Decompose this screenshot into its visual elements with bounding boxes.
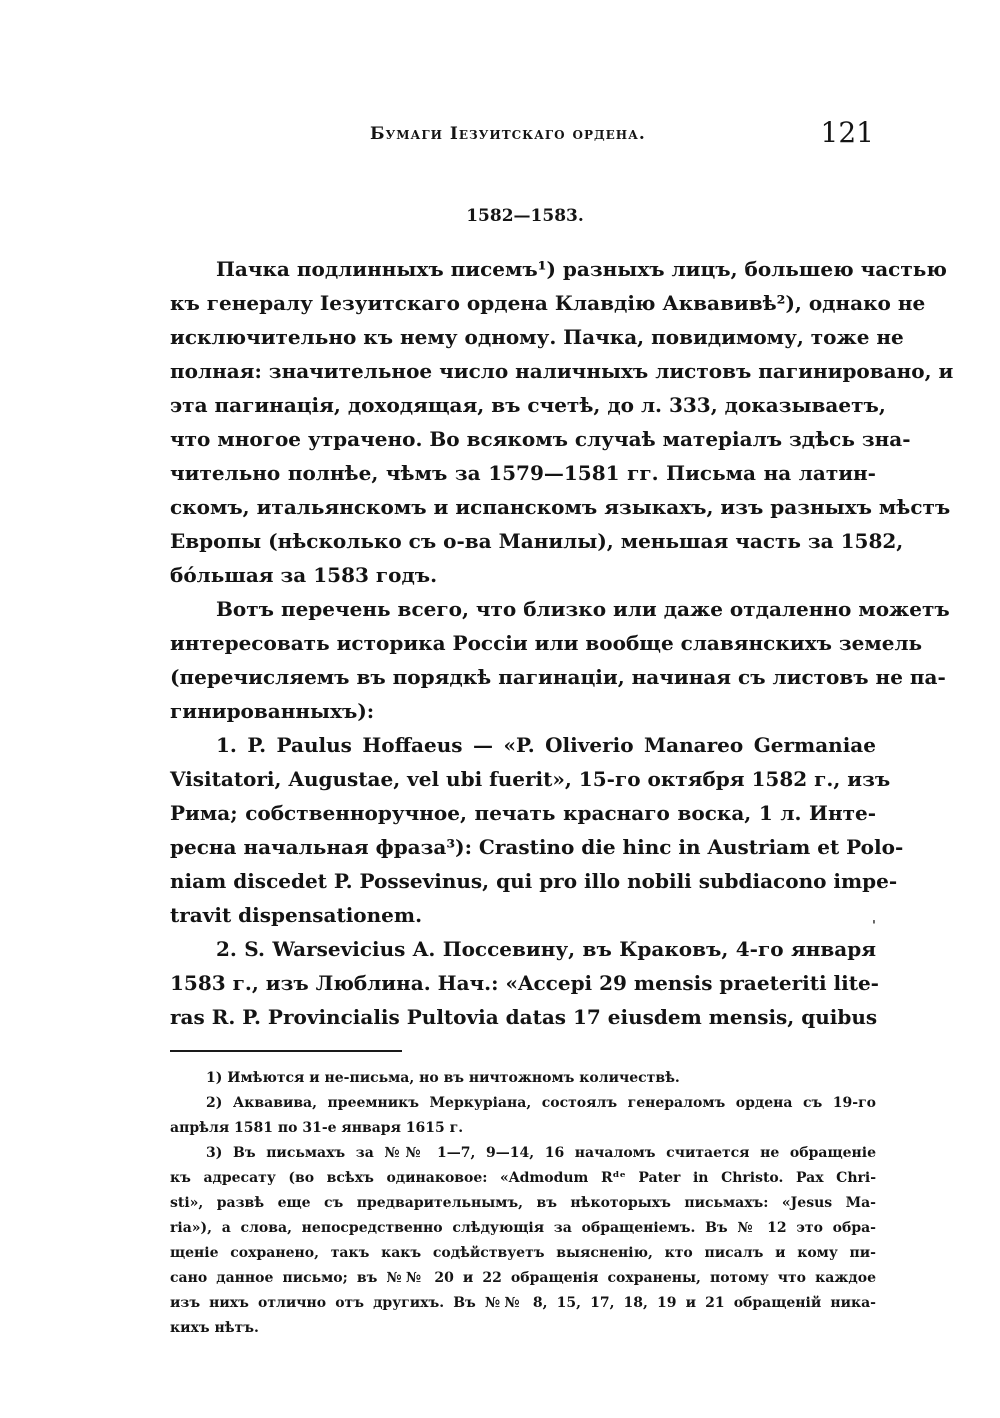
footnote-line: sti», развѣ еще съ предварительнымъ, въ нѣкоторыхъ письмахъ: «Jesus Ma- xyxy=(170,1195,876,1211)
text-line: Пачка подлинныхъ писемъ¹) разныхъ лицъ, большею частью xyxy=(216,257,947,281)
footnote-1 xyxy=(170,1066,876,1091)
paragraph-item-1 xyxy=(170,728,904,932)
text-line: чительно полнѣе, чѣмъ за 1579—1581 гг. Письма на латин- xyxy=(170,461,876,485)
footnote-line: 1) Имѣются и не-письма, но въ ничтожномъ количествѣ. xyxy=(206,1070,680,1086)
text-line: Вотъ перечень всего, что близко или даже отдаленно можетъ xyxy=(216,597,950,621)
footnote-line: щенiе сохранено, такъ какъ содѣйствуетъ выясненiю, кто писалъ и кому пи- xyxy=(170,1245,876,1261)
text-line: ресна начальная фраза³): Crastino die hinc in Austriam et Polo- xyxy=(170,835,904,859)
paragraph-intro xyxy=(170,252,954,592)
text-line: 1. P. Paulus Hoffaeus — «P. Oliverio Manareo Germaniae xyxy=(216,733,876,757)
text-line: ras R. P. Provincialis Pultovia datas 17 eiusdem mensis, quibus xyxy=(170,1005,878,1029)
paragraph-item-2 xyxy=(170,932,879,1034)
footnote-line: сано данное письмо; въ №№ 20 и 22 обращенiя сохранены, потому что каждое xyxy=(170,1270,876,1286)
footnote-line: 3) Въ письмахъ за №№ 1—7, 9—14, 16 началомъ считается не обращенiе xyxy=(206,1145,876,1161)
footnote-line: кихъ нѣтъ. xyxy=(170,1320,259,1336)
page-number: 121 xyxy=(820,116,874,149)
running-title: Бумаги Iезуитскаго ордена. xyxy=(370,124,646,144)
stray-mark: ˌ xyxy=(872,910,876,926)
text-line: niam discedet P. Possevinus, qui pro illo nobili subdiacono impe- xyxy=(170,869,898,893)
text-line: интересовать историка Россiи или вообще славянскихъ земель xyxy=(170,631,923,655)
text-line: къ генералу Iезуитскаго ордена Клавдiю Аквавивѣ²), однако не xyxy=(170,291,926,315)
text-line: бóльшая за 1583 годъ. xyxy=(170,563,438,587)
footnote-line: апрѣля 1581 по 31-е января 1615 г. xyxy=(170,1120,464,1136)
text-line: 1583 г., изъ Люблина. Нач.: «Accepi 29 mensis praeteriti lite- xyxy=(170,971,879,995)
text-line: исключительно къ нему одному. Пачка, повидимому, тоже не xyxy=(170,325,904,349)
footnote-2 xyxy=(170,1091,876,1141)
text-line: скомъ, итальянскомъ и испанскомъ языкахъ, изъ разныхъ мѣстъ xyxy=(170,495,951,519)
footnote-line: изъ нихъ отлично отъ другихъ. Въ №№ 8, 15, 17, 18, 19 и 21 обращенiй ника- xyxy=(170,1295,876,1311)
paragraph-list-intro xyxy=(170,592,950,728)
text-line: что многое утрачено. Во всякомъ случаѣ матерiалъ здѣсь зна- xyxy=(170,427,911,451)
text-line: Европы (нѣсколько съ о-ва Манилы), меньшая часть за 1582, xyxy=(170,529,904,553)
footnote-line: 2) Аквавива, преемникъ Меркурiана, состоялъ генераломъ ордена съ 19-го xyxy=(206,1095,876,1111)
text-line: Visitatori, Augustae, vel ubi fuerit», 15-го октября 1582 г., изъ xyxy=(170,767,891,791)
body-text xyxy=(170,252,954,1034)
footnote-line: ria»), а слова, непосредственно слѣдующiя за обращенiемъ. Въ № 12 это обра- xyxy=(170,1220,876,1236)
text-line: эта пагинацiя, доходящая, въ счетѣ, до л. 333, доказываетъ, xyxy=(170,393,886,417)
text-line: 2. S. Warsevicius A. Поссевину, въ Краковъ, 4-го января xyxy=(216,937,876,961)
footnote-line: къ адресату (во всѣхъ одинаковое: «Admodum Rᵈᵉ Pater in Christo. Pax Chri- xyxy=(170,1170,876,1186)
text-line: гинированныхъ): xyxy=(170,699,375,723)
text-line: travit dispensationem. xyxy=(170,903,423,927)
footnote-3 xyxy=(170,1141,876,1341)
section-title: 1582—1583. xyxy=(466,206,584,226)
footnotes xyxy=(170,1066,876,1341)
page-header xyxy=(170,116,880,156)
footnote-rule xyxy=(170,1050,402,1052)
text-line: Рима; собственноручное, печать краснаго воска, 1 л. Инте- xyxy=(170,801,876,825)
text-line: полная: значительное число наличныхъ листовъ пагинировано, и xyxy=(170,359,954,383)
text-line: (перечисляемъ въ порядкѣ пагинацiи, начиная съ листовъ не па- xyxy=(170,665,946,689)
